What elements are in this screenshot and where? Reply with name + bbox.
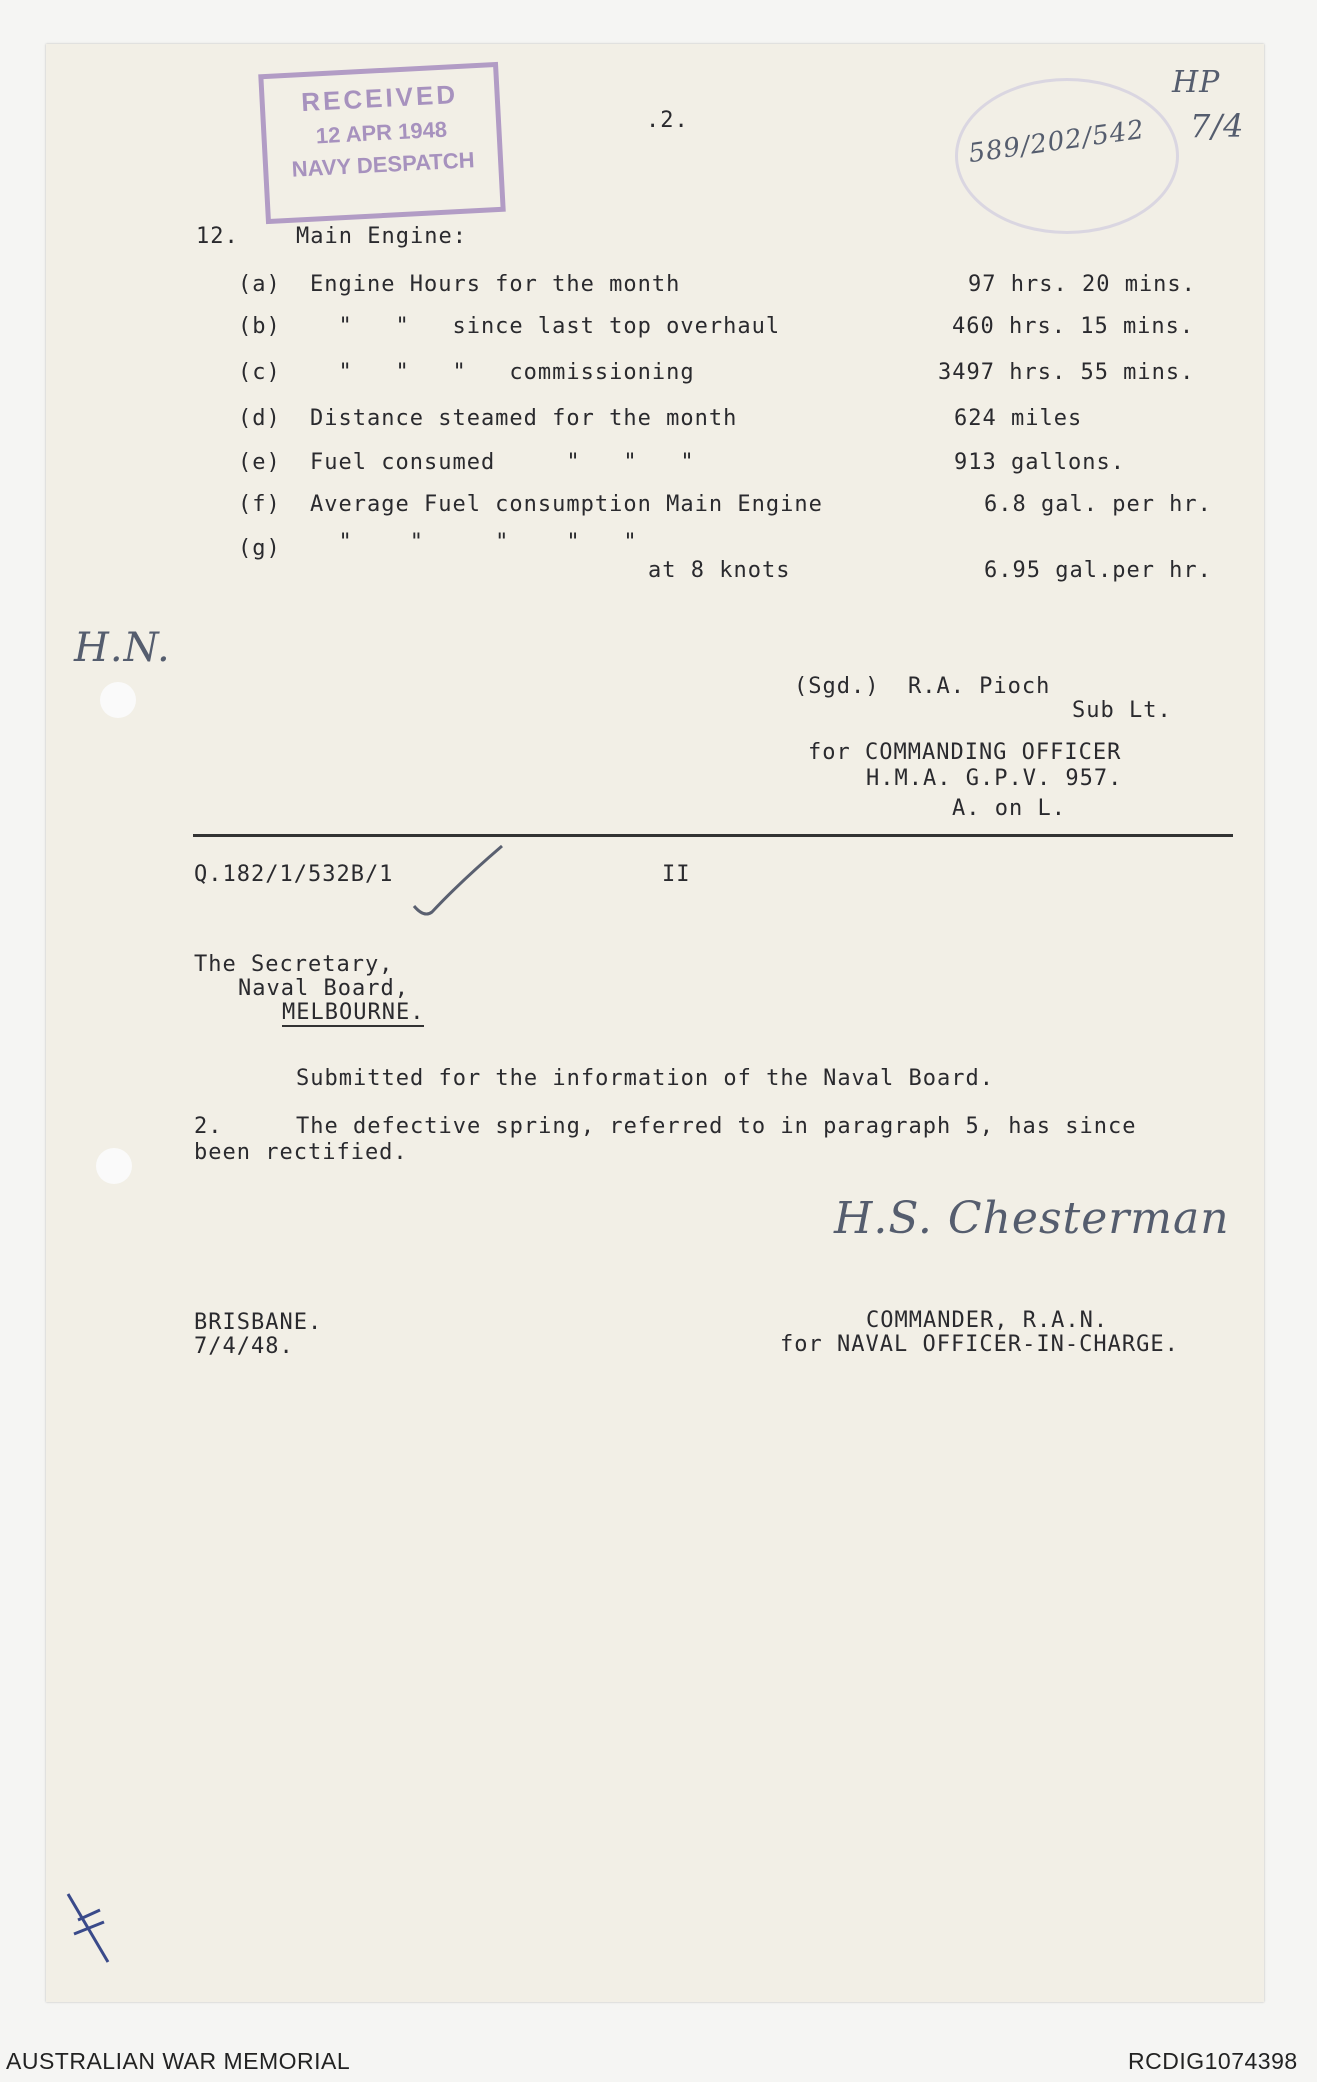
- signer-vessel: H.M.A. G.P.V. 957.: [866, 766, 1123, 791]
- list-item-value: 624 miles: [954, 406, 1083, 431]
- signed-by: (Sgd.) R.A. Pioch: [794, 674, 1051, 699]
- list-item-text: " " since last top overhaul: [310, 314, 781, 339]
- paragraph-2-line2: been rectified.: [194, 1140, 408, 1165]
- handwritten-initials-left: H.N.: [74, 625, 171, 671]
- list-item-value: 460 hrs. 15 mins.: [952, 314, 1195, 339]
- list-item-text: " " " " ": [310, 530, 638, 555]
- footer-left: AUSTRALIAN WAR MEMORIAL: [6, 2048, 351, 2074]
- address-line1: The Secretary,: [194, 952, 394, 977]
- received-stamp: [258, 62, 506, 224]
- signer-station: A. on L.: [952, 796, 1066, 821]
- list-item-letter: (c): [238, 360, 281, 385]
- stamp-date: 12 APR 1948: [315, 116, 448, 149]
- list-item-text: Distance steamed for the month: [310, 406, 738, 431]
- paragraph-2-line1: The defective spring, referred to in paragraph 5, has since: [296, 1114, 1137, 1139]
- handwritten-reference: 589/202/542: [966, 114, 1147, 170]
- divider: [193, 834, 1233, 837]
- handwritten-date-top: 7/4: [1190, 107, 1245, 145]
- paragraph-2-number: 2.: [194, 1114, 223, 1139]
- signer-rank: Sub Lt.: [1072, 698, 1172, 723]
- list-item-value: 913 gallons.: [954, 450, 1125, 475]
- page-number: .2.: [646, 108, 689, 133]
- stamp-line3: NAVY DESPATCH: [291, 147, 476, 182]
- origin-date: 7/4/48.: [194, 1334, 294, 1359]
- minute-number: II: [662, 862, 691, 887]
- list-item-text: Average Fuel consumption Main Engine: [310, 492, 823, 517]
- address-line3: MELBOURNE.: [282, 1000, 425, 1025]
- punch-hole-bottom: [96, 1148, 132, 1184]
- handwritten-initials-top: HP: [1172, 65, 1221, 100]
- section-title: Main Engine:: [296, 224, 467, 249]
- list-item-text: Fuel consumed " " ": [310, 450, 695, 475]
- handwritten-signature: H.S. Chesterman: [834, 1193, 1230, 1244]
- list-item-letter: (d): [238, 406, 281, 431]
- punch-hole-top: [100, 682, 136, 718]
- footer-right: RCDIG1074398: [1128, 2048, 1298, 2074]
- list-item-letter: (g): [238, 536, 281, 561]
- list-item-letter: (a): [238, 272, 281, 297]
- minute-reference: Q.182/1/532B/1: [194, 862, 394, 887]
- list-item-continuation: at 8 knots: [648, 558, 791, 583]
- list-item-value: 6.8 gal. per hr.: [984, 492, 1212, 517]
- origin-place: BRISBANE.: [194, 1310, 323, 1335]
- closing-line1: COMMANDER, R.A.N.: [866, 1308, 1109, 1333]
- margin-mark-icon: [60, 1890, 120, 1970]
- list-item-letter: (f): [238, 492, 281, 517]
- list-item-value: 6.95 gal.per hr.: [984, 558, 1212, 583]
- list-item-letter: (e): [238, 450, 281, 475]
- check-mark-icon: [410, 842, 510, 922]
- list-item-value: 97 hrs. 20 mins.: [968, 272, 1196, 297]
- list-item-text: " " " commissioning: [310, 360, 695, 385]
- address-line2: Naval Board,: [238, 976, 409, 1001]
- section-number: 12.: [196, 224, 239, 249]
- stamp-line1: RECEIVED: [300, 78, 459, 118]
- list-item-letter: (b): [238, 314, 281, 339]
- list-item-text: Engine Hours for the month: [310, 272, 681, 297]
- signer-for: for COMMANDING OFFICER: [808, 740, 1122, 765]
- paragraph-1: Submitted for the information of the Naval Board.: [296, 1066, 995, 1091]
- list-item-value: 3497 hrs. 55 mins.: [938, 360, 1195, 385]
- closing-line2: for NAVAL OFFICER-IN-CHARGE.: [780, 1332, 1179, 1357]
